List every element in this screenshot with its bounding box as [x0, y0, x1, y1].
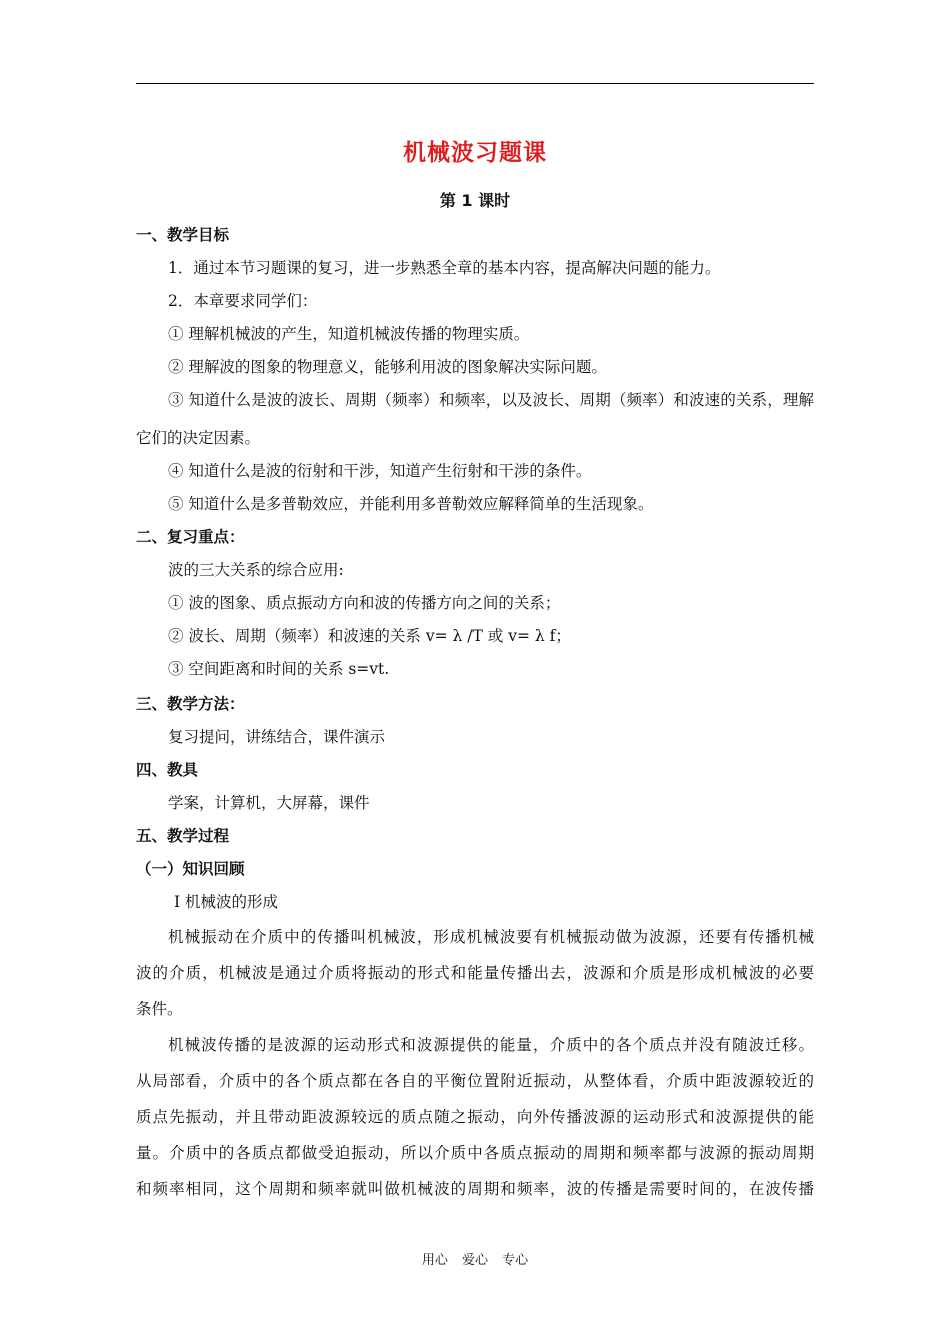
- paragraph-line: 量。介质中的各质点都做受迫振动，所以介质中各质点振动的周期和频率都与波源的振动周期: [136, 1144, 814, 1162]
- paragraph: 2．本章要求同学们：: [168, 292, 318, 310]
- paragraph-line: 机械振动在介质中的传播叫机械波，形成机械波要有机械振动做为波源，还要有传播机械: [168, 928, 814, 946]
- paragraph: 复习提问，讲练结合，课件演示: [168, 728, 386, 746]
- paragraph-line: 机械波传播的是波源的运动形式和波源提供的能量，介质中的各个质点并没有随波迁移。: [168, 1036, 814, 1054]
- list-item: ③ 空间距离和时间的关系 s=vt.: [168, 660, 390, 678]
- section-heading-4: 四、教具: [136, 761, 199, 779]
- list-item: ① 波的图象、质点振动方向和波的传播方向之间的关系；: [168, 594, 561, 612]
- paragraph-line: 条件。: [136, 1000, 183, 1018]
- paragraph-line: 从局部看，介质中的各个质点都在各自的平衡位置附近振动，从整体看，介质中距波源较近的: [136, 1072, 814, 1090]
- section-heading-2: 二、复习重点：: [136, 528, 245, 546]
- paragraph-line: 波的介质，机械波是通过介质将振动的形式和能量传播出去，波源和介质是形成机械波的必要: [136, 964, 814, 982]
- section-heading-3: 三、教学方法：: [136, 695, 245, 713]
- list-item: ④ 知道什么是波的衍射和干涉，知道产生衍射和干涉的条件。: [168, 462, 592, 480]
- paragraph: 学案，计算机，大屏幕，课件: [168, 794, 370, 812]
- subsection-label: Ⅰ 机械波的形成: [174, 893, 279, 911]
- paragraph-line: 质点先振动，并且带动距波源较远的质点随之振动，向外传播波源的运动形式和波源提供的能: [136, 1108, 814, 1126]
- list-item: ③ 知道什么是波的波长、周期（频率）和频率，以及波长、周期（频率）和波速的关系，理解: [168, 391, 814, 409]
- list-item: ① 理解机械波的产生，知道机械波传播的物理实质。: [168, 325, 530, 343]
- section-heading-1: 一、教学目标: [136, 226, 230, 244]
- paragraph-line: 和频率相同，这个周期和频率就叫做机械波的周期和频率，波的传播是需要时间的，在波传播: [136, 1180, 814, 1198]
- list-item: ② 理解波的图象的物理意义，能够利用波的图象解决实际问题。: [168, 358, 607, 376]
- subsection-heading: （一）知识回顾: [136, 860, 245, 878]
- section-heading-5: 五、教学过程: [136, 827, 230, 845]
- page-subtitle: 第 1 课时: [439, 191, 511, 210]
- page-footer: 用心 爱心 专心: [421, 1253, 529, 1268]
- paragraph: 波的三大关系的综合应用:: [168, 561, 344, 579]
- list-item-continuation: 它们的决定因素。: [136, 429, 261, 447]
- list-item: ② 波长、周期（频率）和波速的关系 v= λ /T 或 v= λ f；: [168, 627, 571, 645]
- list-item: ⑤ 知道什么是多普勒效应，并能利用多普勒效应解释简单的生活现象。: [168, 495, 654, 513]
- paragraph: 1．通过本节习题课的复习，进一步熟悉全章的基本内容，提高解决问题的能力。: [168, 259, 721, 277]
- page-title: 机械波习题课: [403, 140, 547, 166]
- header-rule: [136, 83, 814, 84]
